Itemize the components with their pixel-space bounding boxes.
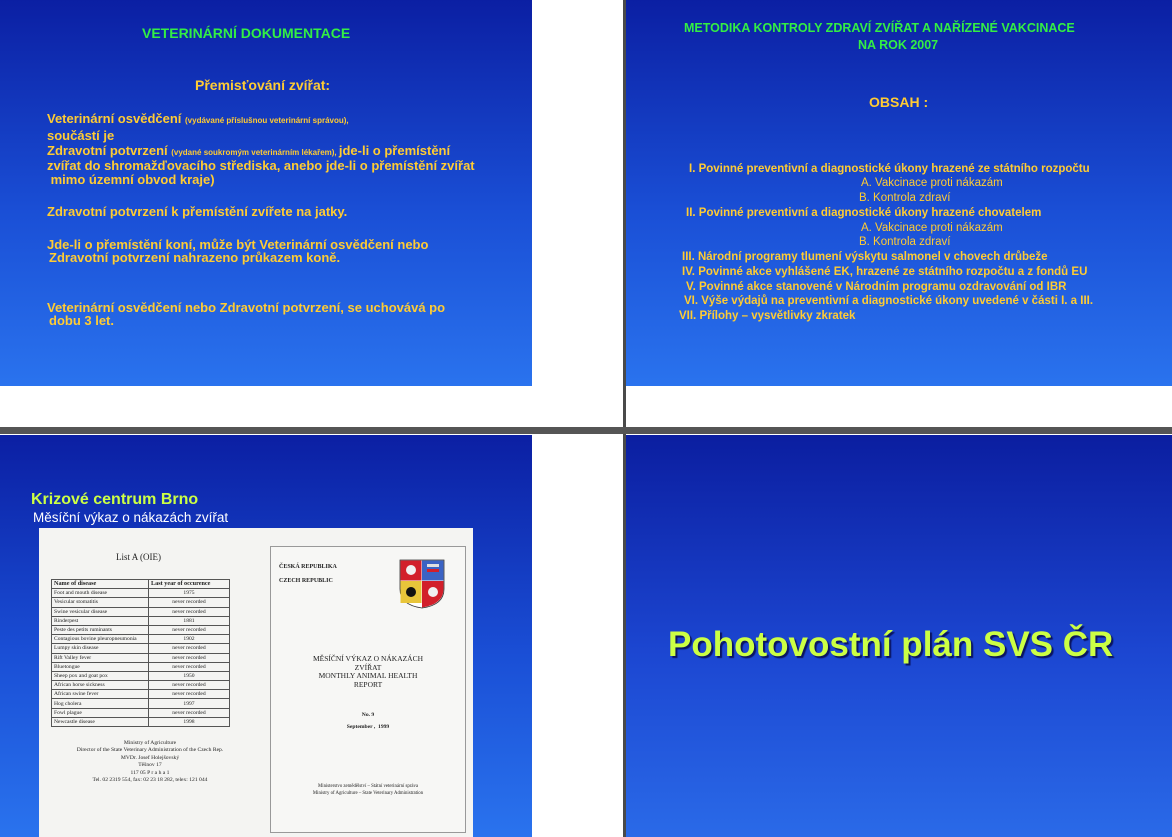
last-occurrence-cell: never recorded bbox=[149, 653, 230, 662]
last-occurrence-cell: never recorded bbox=[149, 708, 230, 717]
slide1-title: VETERINÁRNÍ DOKUMENTACE bbox=[142, 25, 351, 41]
slide2-title-line1: METODIKA KONTROLY ZDRAVÍ ZVÍŘAT A NAŘÍZENÉ VAKCINACE bbox=[684, 21, 1075, 35]
slide3-subtitle: Měsíční výkaz o nákazách zvířat bbox=[33, 510, 229, 525]
cover-title-line: MĚSÍČNÍ VÝKAZ O NÁKAZÁCH bbox=[312, 654, 424, 663]
last-occurrence-cell: never recorded bbox=[149, 607, 230, 616]
table-header-row bbox=[52, 580, 230, 589]
cover-footer bbox=[271, 784, 465, 797]
slide4-title: Pohotovostní plán SVS ČR bbox=[668, 625, 1114, 664]
table-row bbox=[52, 690, 230, 699]
disease-name-cell: Fowl plague bbox=[52, 708, 149, 717]
footer-line: MVDr. Josef Holejšovský bbox=[120, 754, 180, 761]
toc-item-1b: B. Kontrola zdraví bbox=[859, 192, 951, 204]
czech-coat-of-arms-icon bbox=[399, 559, 445, 609]
cover-title-line: ZVÍŘAT bbox=[354, 662, 382, 672]
last-occurrence-cell: never recorded bbox=[149, 625, 230, 634]
cover-country-en: CZECH REPUBLIC bbox=[279, 578, 333, 584]
list-title: List A (OIE) bbox=[116, 552, 161, 562]
disease-name-cell: Rift Valley fever bbox=[52, 653, 149, 662]
table-row bbox=[52, 616, 230, 625]
slide1-line3: Zdravotní potvrzení (vydané soukromým veterinárním lékařem), jde-li o přemístění bbox=[47, 143, 451, 158]
table-row bbox=[52, 598, 230, 607]
slide1-line2: součástí je bbox=[47, 128, 115, 143]
footer-line: Těšnov 17 bbox=[138, 762, 162, 769]
last-occurrence-cell: 1998 bbox=[149, 717, 230, 726]
slide-veterinary-documentation bbox=[0, 0, 532, 386]
disease-name-cell: Lumpy skin disease bbox=[52, 644, 149, 653]
slide1-para3a: Jde-li o přemístění koní, může být Veterinární osvědčení nebo bbox=[47, 237, 429, 252]
slide1-subtitle: Přemisťování zvířat: bbox=[195, 77, 331, 93]
disease-name-cell: Rinderpest bbox=[52, 616, 149, 625]
disease-name-cell: Contagious bovine pleuropneumonia bbox=[52, 635, 149, 644]
table-row bbox=[52, 671, 230, 680]
cover-footer-line: Ministry of Agriculture – State Veterinary Administration bbox=[312, 790, 424, 796]
slide1-para4a: Veterinární osvědčení nebo Zdravotní potvrzení, se uchovává po bbox=[47, 300, 446, 315]
report-cover bbox=[270, 546, 466, 833]
disease-name-cell: Newcastle disease bbox=[52, 717, 149, 726]
disease-name-cell: Vesicular stomatitis bbox=[52, 598, 149, 607]
disease-name-cell: Swine vesicular disease bbox=[52, 607, 149, 616]
last-occurrence-cell: never recorded bbox=[149, 644, 230, 653]
disease-table-body bbox=[52, 589, 230, 727]
disease-table bbox=[51, 579, 230, 727]
last-occurrence-cell: never recorded bbox=[149, 681, 230, 690]
last-occurrence-cell: 1975 bbox=[149, 589, 230, 598]
toc-item-1: I. Povinné preventivní a diagnostické úkony hrazené ze státního rozpočtu bbox=[689, 163, 1090, 175]
slide1-line5: mimo územní obvod kraje) bbox=[47, 172, 215, 187]
scanned-report-image bbox=[39, 528, 473, 837]
footer-line: Ministry of Agriculture bbox=[123, 740, 177, 746]
disease-name-cell: Sheep pox and goat pox bbox=[52, 671, 149, 680]
disease-name-cell: African horse sickness bbox=[52, 681, 149, 690]
last-occurrence-cell: 1997 bbox=[149, 699, 230, 708]
table-row bbox=[52, 607, 230, 616]
last-occurrence-cell: 1950 bbox=[149, 671, 230, 680]
table-row bbox=[52, 589, 230, 598]
last-occurrence-cell: 1881 bbox=[149, 616, 230, 625]
toc-item-3: III. Národní programy tlumení výskytu salmonel v chovech drůbeže bbox=[682, 251, 1048, 263]
last-occurrence-cell: never recorded bbox=[149, 662, 230, 671]
table-row bbox=[52, 717, 230, 726]
slide1-line4: zvířat do shromažďovacího střediska, anebo jde-li o přemístění zvířat bbox=[47, 158, 475, 173]
disease-name-cell: Foot and mouth disease bbox=[52, 589, 149, 598]
contents-heading: OBSAH : bbox=[869, 94, 929, 110]
table-row bbox=[52, 699, 230, 708]
cover-title bbox=[271, 655, 465, 689]
cover-title-line: MONTHLY ANIMAL HEALTH bbox=[318, 671, 418, 681]
cover-date: September , 1999 bbox=[346, 724, 390, 730]
toc-item-2: II. Povinné preventivní a diagnostické úkony hrazené chovatelem bbox=[686, 207, 1042, 219]
disease-name-cell: Peste des petits ruminants bbox=[52, 625, 149, 634]
table-row bbox=[52, 681, 230, 690]
toc-item-7: VII. Přílohy – vysvětlivky zkratek bbox=[679, 310, 856, 322]
toc-item-2a: A. Vakcinace proti nákazám bbox=[861, 222, 1003, 234]
table-row bbox=[52, 662, 230, 671]
cover-number: No. 9 bbox=[361, 712, 375, 718]
slide1-line1: Veterinární osvědčení (vydávané příslušnou veterinární správou), bbox=[47, 111, 349, 126]
slide-crisis-center-brno bbox=[0, 435, 532, 837]
footer-line: 117 05 P r a h a 1 bbox=[130, 769, 170, 776]
table-row bbox=[52, 653, 230, 662]
last-occurrence-cell: 1902 bbox=[149, 635, 230, 644]
report-footer bbox=[51, 740, 249, 784]
slide1-para2: Zdravotní potvrzení k přemístění zvířete na jatky. bbox=[47, 204, 348, 219]
table-row bbox=[52, 644, 230, 653]
toc-item-5: V. Povinné akce stanovené v Národním programu ozdravování od IBR bbox=[686, 281, 1067, 293]
slide2-title-line2: NA ROK 2007 bbox=[858, 38, 939, 52]
slide1-para3b: Zdravotní potvrzení nahrazeno průkazem koně. bbox=[49, 250, 341, 265]
table-row bbox=[52, 708, 230, 717]
column-header-name: Name of disease bbox=[52, 580, 149, 589]
last-occurrence-cell: never recorded bbox=[149, 598, 230, 607]
column-header-year: Last year of occurence bbox=[149, 580, 230, 589]
disease-name-cell: Hog cholera bbox=[52, 699, 149, 708]
horizontal-divider bbox=[0, 427, 1172, 434]
table-row bbox=[52, 635, 230, 644]
footer-line: Director of the State Veterinary Administration of the Czech Rep. bbox=[76, 747, 224, 754]
toc-item-6: VI. Výše výdajů na preventivní a diagnostické úkony uvedené v části I. a III. bbox=[684, 295, 1094, 307]
toc-item-1a: A. Vakcinace proti nákazám bbox=[861, 177, 1003, 189]
footer-line: Tel. 02 2319 554, fax: 02 23 18 282, telex: 121 044 bbox=[92, 777, 208, 784]
cover-title-line: REPORT bbox=[353, 679, 383, 689]
disease-name-cell: African swine fever bbox=[52, 690, 149, 699]
toc-item-4: IV. Povinné akce vyhlášené EK, hrazené ze státního rozpočtu a z fondů EU bbox=[682, 266, 1088, 278]
slide1-para4b: dobu 3 let. bbox=[49, 313, 114, 328]
slide-methodology-contents bbox=[626, 0, 1172, 386]
toc-item-2b: B. Kontrola zdraví bbox=[859, 236, 951, 248]
slide3-title: Krizové centrum Brno bbox=[31, 491, 199, 508]
table-row bbox=[52, 625, 230, 634]
cover-country-cz: ČESKÁ REPUBLIKA bbox=[279, 564, 337, 570]
cover-footer-line: Ministerstvo zemědělství – Státní veterinární správa bbox=[317, 784, 419, 789]
last-occurrence-cell: never recorded bbox=[149, 690, 230, 699]
disease-name-cell: Bluetongue bbox=[52, 662, 149, 671]
